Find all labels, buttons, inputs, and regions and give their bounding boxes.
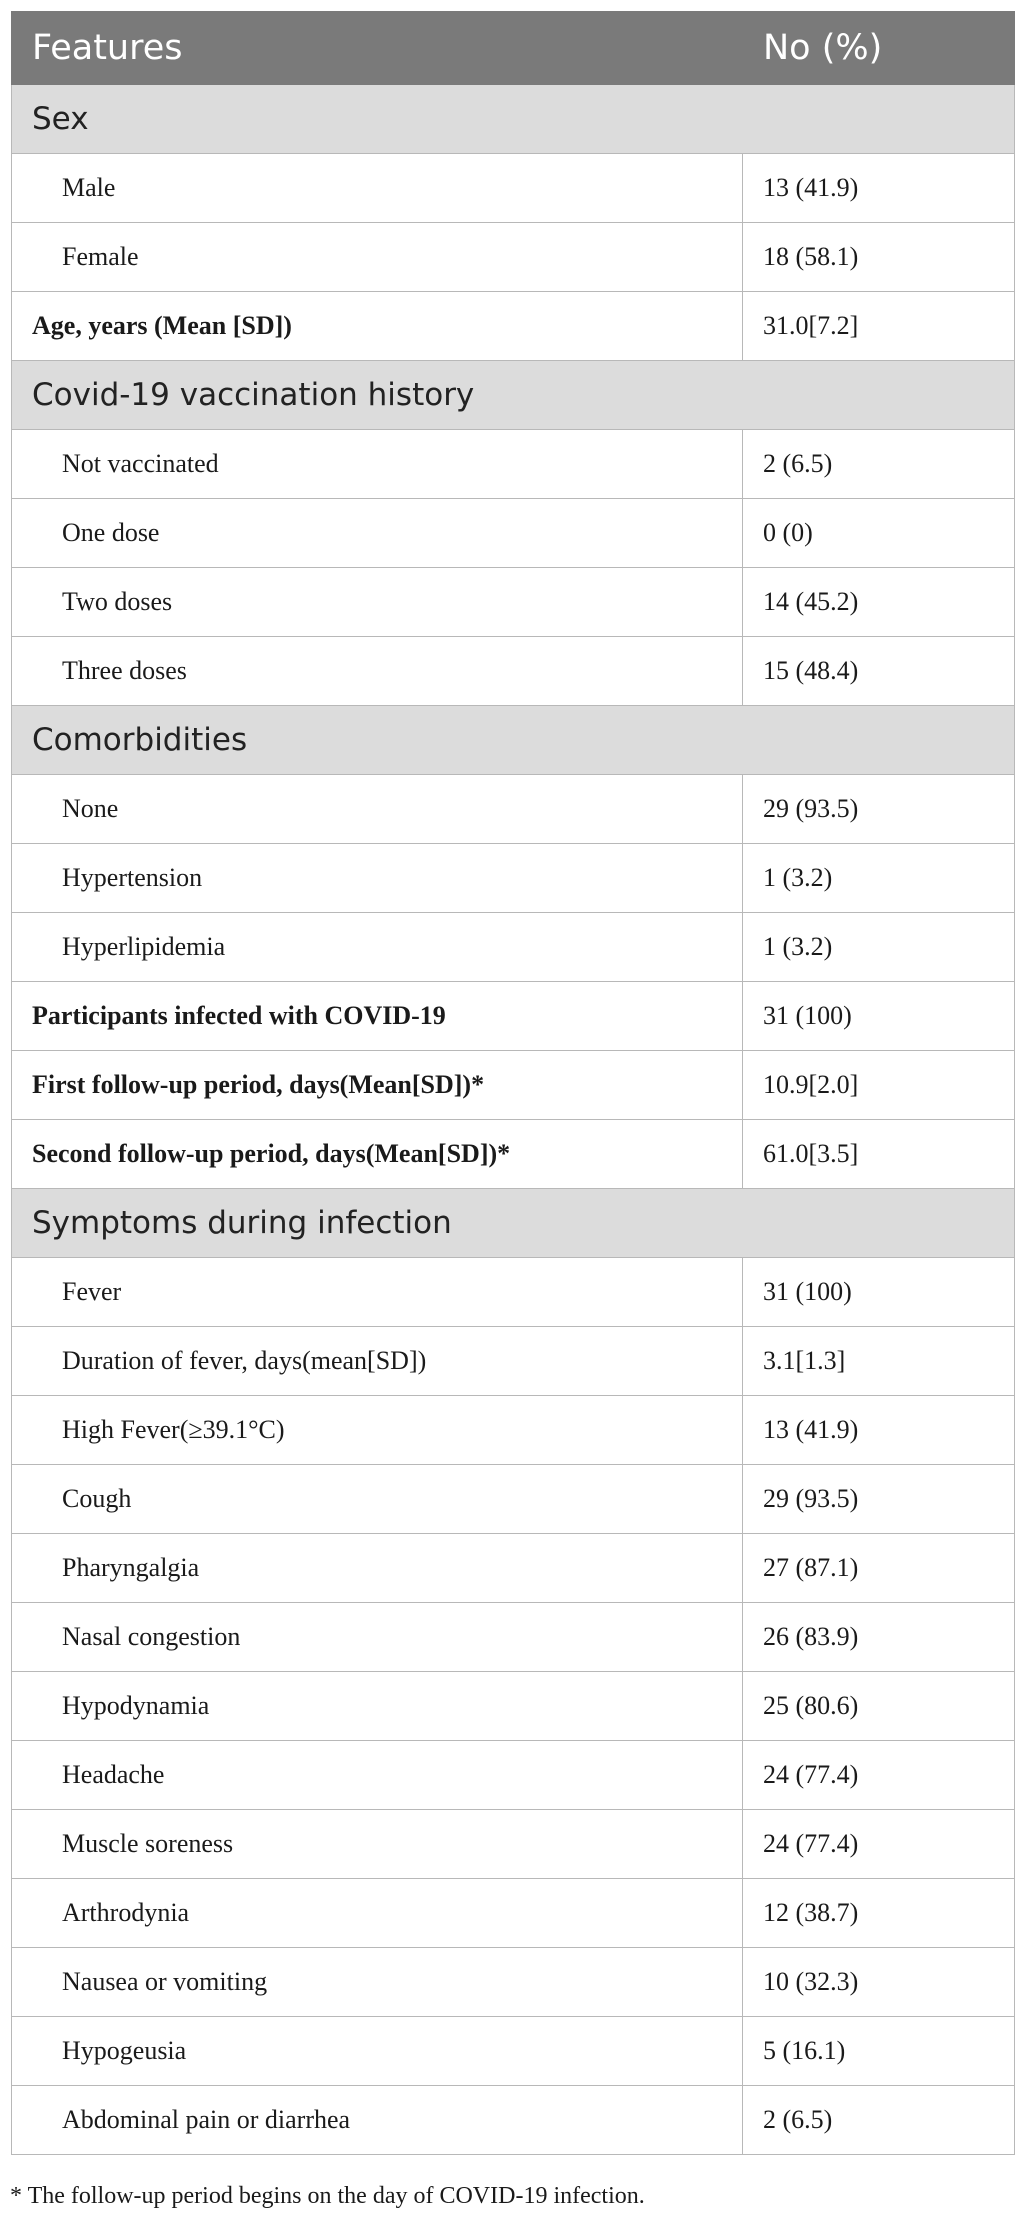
feature-value: 31 (100) xyxy=(743,1258,1015,1327)
section-title: Symptoms during infection xyxy=(12,1189,1015,1258)
table-row xyxy=(12,1258,1015,1327)
table-row xyxy=(12,982,1015,1051)
feature-label: Not vaccinated xyxy=(12,430,743,499)
feature-label: Fever xyxy=(12,1258,743,1327)
table-row xyxy=(12,223,1015,292)
table-footnote: * The follow-up period begins on the day of COVID-19 infection. xyxy=(10,2183,645,2209)
feature-label: Hypertension xyxy=(12,844,743,913)
table-row xyxy=(12,1534,1015,1603)
table-row xyxy=(12,1879,1015,1948)
table-row xyxy=(12,1603,1015,1672)
feature-value: 29 (93.5) xyxy=(743,775,1015,844)
table-row xyxy=(12,2086,1015,2155)
feature-label: Hypogeusia xyxy=(12,2017,743,2086)
section-title: Comorbidities xyxy=(12,706,1015,775)
feature-value: 18 (58.1) xyxy=(743,223,1015,292)
feature-label: First follow-up period, days(Mean[SD])* xyxy=(12,1051,743,1120)
feature-value: 10 (32.3) xyxy=(743,1948,1015,2017)
feature-value: 1 (3.2) xyxy=(743,913,1015,982)
feature-value: 2 (6.5) xyxy=(743,2086,1015,2155)
feature-label: Nasal congestion xyxy=(12,1603,743,1672)
section-title: Sex xyxy=(12,85,1015,154)
table-row xyxy=(12,2017,1015,2086)
feature-label: Duration of fever, days(mean[SD]) xyxy=(12,1327,743,1396)
table-row xyxy=(12,913,1015,982)
table-row xyxy=(12,499,1015,568)
feature-value: 27 (87.1) xyxy=(743,1534,1015,1603)
table-row xyxy=(12,1672,1015,1741)
feature-value: 13 (41.9) xyxy=(743,154,1015,223)
table-row xyxy=(12,292,1015,361)
feature-label: Participants infected with COVID-19 xyxy=(12,982,743,1051)
table-row xyxy=(12,1396,1015,1465)
section-header-row xyxy=(12,361,1015,430)
feature-label: Age, years (Mean [SD]) xyxy=(12,292,743,361)
feature-label: Headache xyxy=(12,1741,743,1810)
feature-label: Arthrodynia xyxy=(12,1879,743,1948)
features-column-header: Features xyxy=(12,12,743,85)
table-row xyxy=(12,568,1015,637)
feature-value: 10.9[2.0] xyxy=(743,1051,1015,1120)
feature-label: Muscle soreness xyxy=(12,1810,743,1879)
section-header-row xyxy=(12,85,1015,154)
feature-label: Pharyngalgia xyxy=(12,1534,743,1603)
feature-label: One dose xyxy=(12,499,743,568)
table-row xyxy=(12,1327,1015,1396)
table-row xyxy=(12,1741,1015,1810)
table-row xyxy=(12,1120,1015,1189)
feature-label: Three doses xyxy=(12,637,743,706)
feature-value: 3.1[1.3] xyxy=(743,1327,1015,1396)
table-row xyxy=(12,775,1015,844)
feature-label: Hyperlipidemia xyxy=(12,913,743,982)
feature-value: 15 (48.4) xyxy=(743,637,1015,706)
table-row xyxy=(12,637,1015,706)
feature-value: 29 (93.5) xyxy=(743,1465,1015,1534)
table-row xyxy=(12,844,1015,913)
feature-value: 13 (41.9) xyxy=(743,1396,1015,1465)
feature-value: 1 (3.2) xyxy=(743,844,1015,913)
feature-value: 0 (0) xyxy=(743,499,1015,568)
feature-value: 31 (100) xyxy=(743,982,1015,1051)
feature-label: High Fever(≥39.1°C) xyxy=(12,1396,743,1465)
table-row xyxy=(12,1465,1015,1534)
feature-label: None xyxy=(12,775,743,844)
feature-label: Abdominal pain or diarrhea xyxy=(12,2086,743,2155)
feature-value: 2 (6.5) xyxy=(743,430,1015,499)
table-header-row xyxy=(12,12,1015,85)
feature-value: 26 (83.9) xyxy=(743,1603,1015,1672)
demographics-table xyxy=(11,11,1015,2155)
feature-value: 31.0[7.2] xyxy=(743,292,1015,361)
feature-label: Cough xyxy=(12,1465,743,1534)
feature-value: 12 (38.7) xyxy=(743,1879,1015,1948)
feature-value: 24 (77.4) xyxy=(743,1741,1015,1810)
value-column-header: No (%) xyxy=(743,12,1015,85)
feature-label: Female xyxy=(12,223,743,292)
feature-value: 14 (45.2) xyxy=(743,568,1015,637)
feature-value: 61.0[3.5] xyxy=(743,1120,1015,1189)
feature-label: Male xyxy=(12,154,743,223)
feature-label: Nausea or vomiting xyxy=(12,1948,743,2017)
section-header-row xyxy=(12,1189,1015,1258)
section-header-row xyxy=(12,706,1015,775)
feature-value: 5 (16.1) xyxy=(743,2017,1015,2086)
table-row xyxy=(12,1810,1015,1879)
table-row xyxy=(12,430,1015,499)
feature-value: 25 (80.6) xyxy=(743,1672,1015,1741)
table-row xyxy=(12,154,1015,223)
feature-label: Hypodynamia xyxy=(12,1672,743,1741)
feature-value: 24 (77.4) xyxy=(743,1810,1015,1879)
feature-label: Second follow-up period, days(Mean[SD])* xyxy=(12,1120,743,1189)
table-row xyxy=(12,1948,1015,2017)
feature-label: Two doses xyxy=(12,568,743,637)
section-title: Covid-19 vaccination history xyxy=(12,361,1015,430)
table-row xyxy=(12,1051,1015,1120)
table-body xyxy=(12,85,1015,2155)
